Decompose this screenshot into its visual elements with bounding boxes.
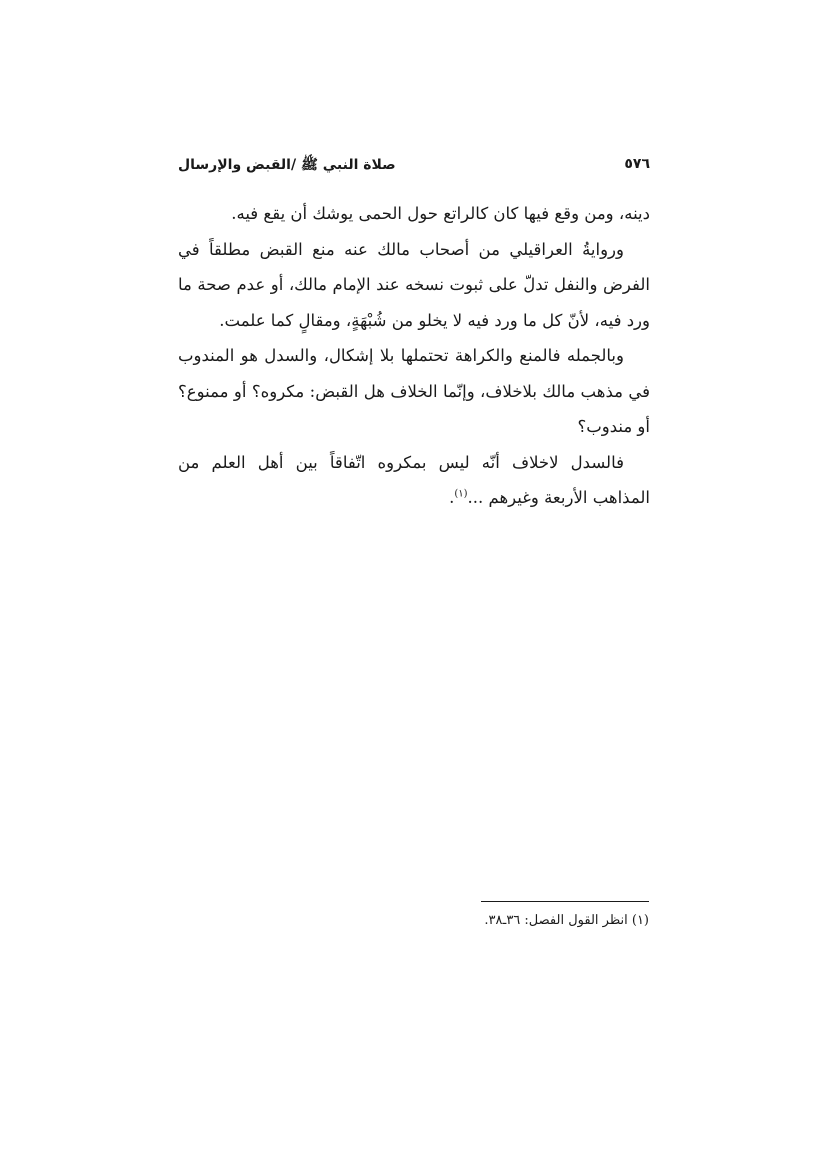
page-header (178, 156, 650, 186)
paragraph-4-end: . (449, 488, 455, 507)
paragraph-2: وروايةُ العراقيلي من أصحاب مالك عنه منع القبض مطلقاً في الفرض والنفل تدلّ على ثبوت نسخه عند الإمام مالك، أو عدم صحة ما ورد فيه، لأنّ كل ما ورد فيه لا يخلو من شُبْهَةٍ، ومقالٍ كما علمت. (178, 239, 650, 330)
paragraph-4-text: فالسدل لاخلاف أنّه ليس بمكروه اتّفاقاً بين أهل العلم من المذاهب الأربعة وغيرهم ... (178, 452, 650, 507)
running-title: صلاة النبي ﷺ /القبض والإرسال (178, 157, 396, 173)
paragraph-3: وبالجمله فالمنع والكراهة تحتملها بلا إشكال، والسدل هو المندوب في مذهب مالك بلاخلاف، وإنّما الخلاف هل القبض: مكروه؟ أو ممنوع؟ أو مندوب؟ (178, 346, 650, 436)
main-text (178, 196, 650, 516)
footnote-reference: (١) (454, 488, 468, 500)
footnote-separator (481, 901, 649, 902)
paragraph-1: دينه، ومن وقع فيها كان كالراتع حول الحمى يوشك أن يقع فيه. (231, 204, 650, 223)
page-number: ٥٧٦ (624, 156, 650, 172)
footnote: (١) انظر القول الفصل: ٣٦ـ٣٨. (484, 913, 649, 928)
paragraph-4 (178, 445, 650, 516)
